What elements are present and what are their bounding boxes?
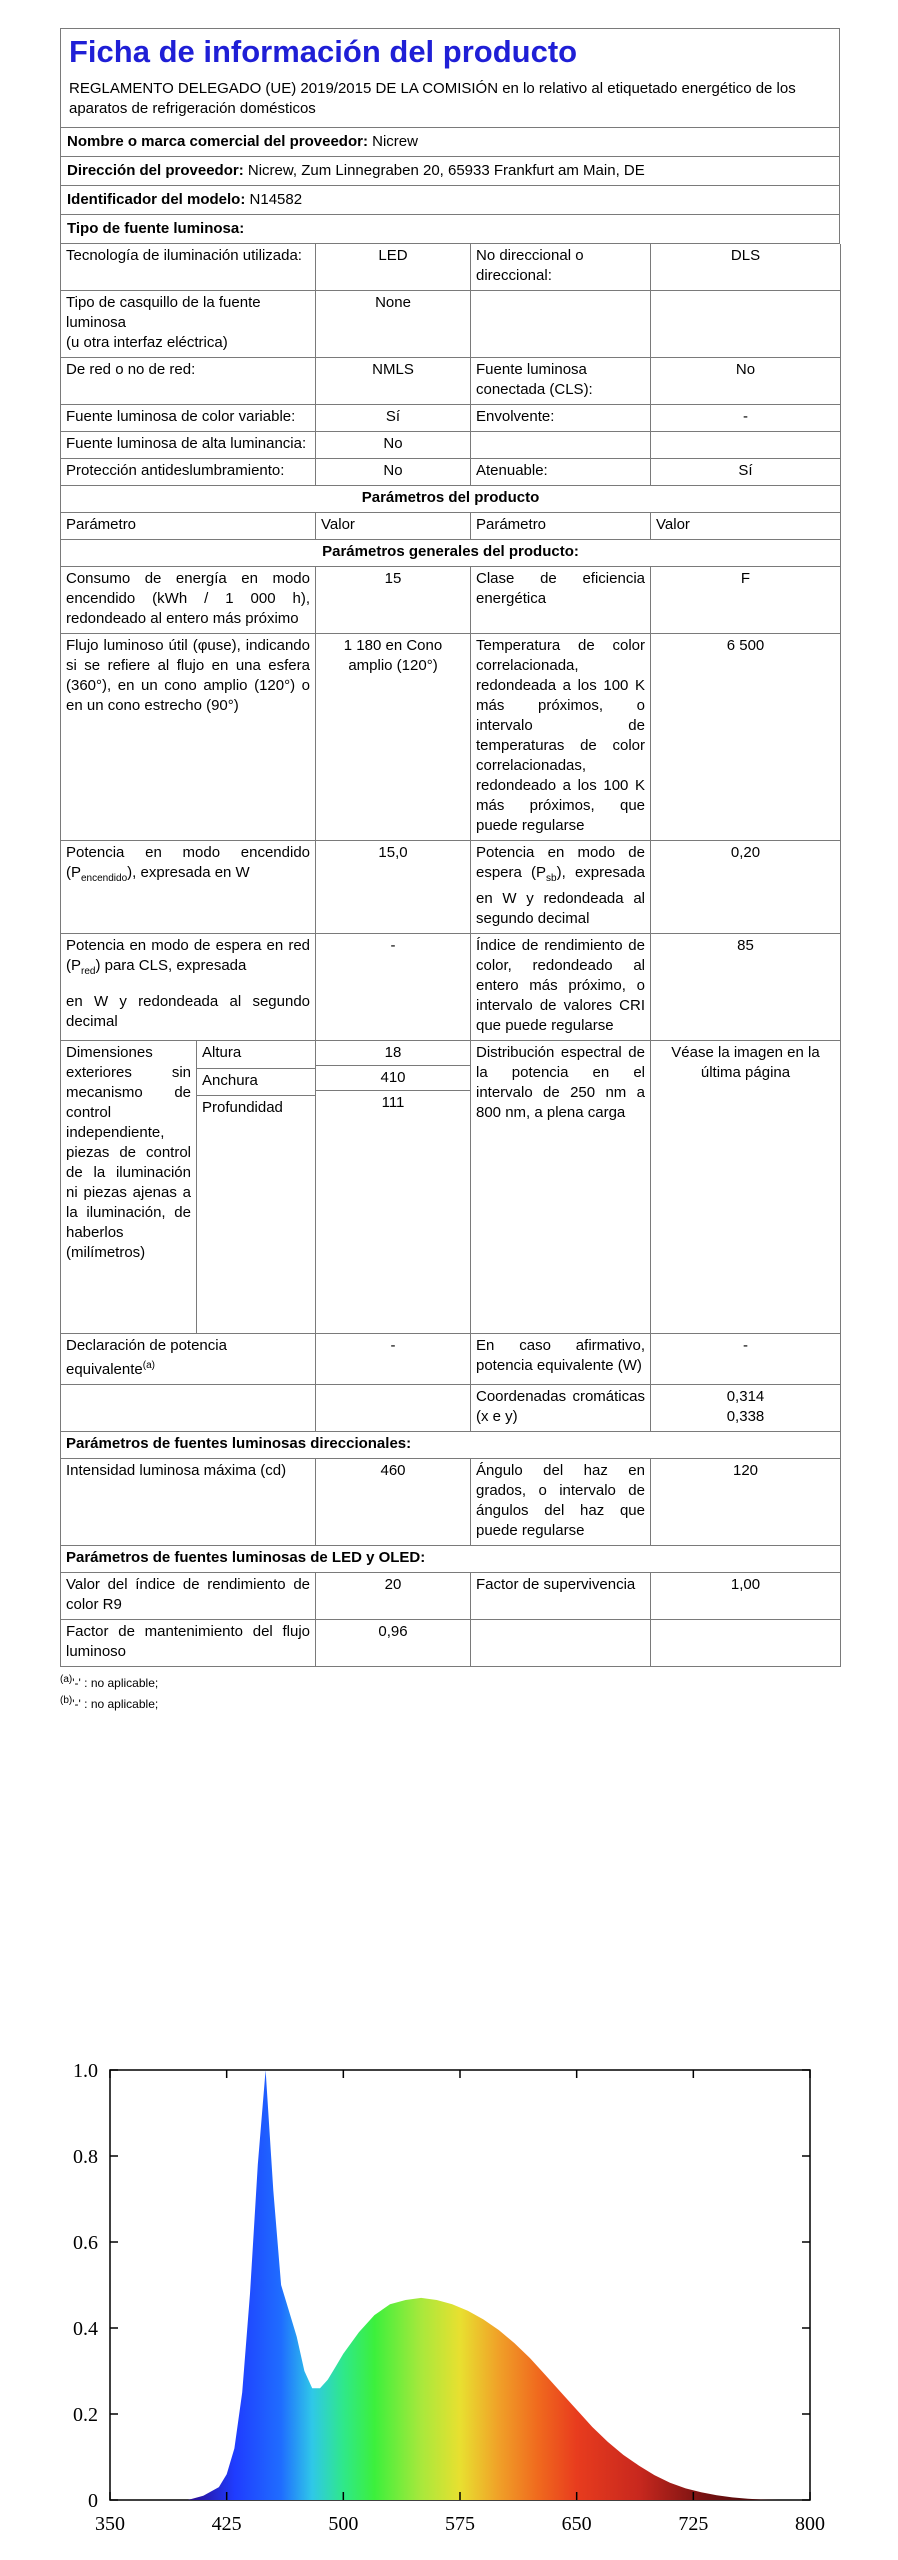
x-tick-label: 800 [795, 2513, 825, 2535]
standby-post: ), expresada en W y redondeada al segundo decimal [476, 864, 645, 928]
net-standby-post2: en W y redondeada al segundo decimal [66, 993, 310, 1031]
y-tick-label: 0.6 [73, 2232, 98, 2254]
y-tick-label: 0.8 [73, 2146, 98, 2168]
value-cell: 120 [651, 1459, 841, 1546]
directional-heading: Parámetros de fuentes luminosas direccionales: [61, 1432, 841, 1459]
label-cell: Consumo de energía en modo encendido (kWh / 1 000 h), redondeado al entero más próximo [61, 567, 316, 634]
y-tick-label: 1.0 [73, 2060, 98, 2082]
label-cell: Valor del índice de rendimiento de color R9 [61, 1573, 316, 1620]
label-cell: Protección antideslumbramiento: [61, 459, 316, 486]
dim-value-height: 18 [316, 1041, 470, 1066]
params-heading: Parámetros del producto [61, 486, 841, 513]
label-cell: Intensidad luminosa máxima (cd) [61, 1459, 316, 1546]
led-row-r9 [61, 1573, 841, 1620]
label-cell: Ángulo del haz en grados, o intervalo de ángulos del haz que puede regularse [471, 1459, 651, 1546]
value-cell: None [316, 291, 471, 358]
net-standby-pre: Potencia en modo de espera en red (P [66, 937, 310, 975]
x-tick-label: 425 [211, 2513, 242, 2535]
directional-row [61, 1459, 841, 1546]
label-cell: Flujo luminoso útil (φuse), indicando si se refiere al flujo en una esfera (360°), en un cono amplio (120°) o en un cono estrecho (90°) [61, 634, 316, 841]
led-heading-row [61, 1546, 841, 1573]
value-cell: No [316, 459, 471, 486]
general-row-equivalent [61, 1334, 841, 1385]
column-header-row [61, 513, 841, 540]
equiv-label [61, 1334, 316, 1385]
dimensions-table [61, 1041, 315, 1333]
equiv-sup: (a) [142, 1360, 155, 1372]
col-param-header: Parámetro [471, 513, 651, 540]
footnote-b [60, 1692, 840, 1713]
general-row-energy [61, 567, 841, 634]
value-cell: NMLS [316, 358, 471, 405]
light-row-glare [61, 459, 841, 486]
dim-value-width: 410 [316, 1066, 470, 1091]
value-cell [651, 291, 841, 358]
label-cell [471, 291, 651, 358]
label-cell: Atenuable: [471, 459, 651, 486]
value-cell: No [316, 432, 471, 459]
label-cell: Clase de eficiencia energética [471, 567, 651, 634]
y-tick-label: 0.2 [73, 2404, 98, 2426]
led-row-maintenance [61, 1620, 841, 1667]
light-type-heading-text: Tipo de fuente luminosa: [67, 220, 245, 238]
address-value: Nicrew, Zum Linnegraben 20, 65933 Frankfurt am Main, DE [247, 162, 645, 180]
x-tick-label: 500 [328, 2513, 359, 2535]
spectral-chart-svg [0, 2050, 898, 2560]
value-cell: 460 [316, 1459, 471, 1546]
footnotes [60, 1667, 840, 1713]
empty-cell [316, 1385, 471, 1432]
power-on-sub: encendido [81, 873, 128, 885]
model-value: N14582 [249, 191, 303, 209]
label-cell: De red o no de red: [61, 358, 316, 405]
page-title: Ficha de información del producto [69, 34, 578, 69]
col-value-header: Valor [651, 513, 841, 540]
label-cell [471, 1620, 651, 1667]
cri-label: Índice de rendimiento de color, redondeado al entero más próximo, o intervalo de valores CRI que puede regularse [471, 934, 651, 1041]
equiv-power-value: - [651, 1334, 841, 1385]
general-row-dimensions [61, 1041, 841, 1334]
title-block [60, 28, 840, 128]
light-row-cap [61, 291, 841, 358]
power-on-value: 15,0 [316, 841, 471, 934]
label-cell: Factor de supervivencia [471, 1573, 651, 1620]
label-cell: Fuente luminosa conectada (CLS): [471, 358, 651, 405]
dim-name-depth: Profundidad [202, 1099, 283, 1117]
label-cell: Temperatura de color correlacionada, redondeada a los 100 K más próximos, o intervalo de temperaturas de color correlacionadas, redondeado a los 100 K más próximos, que puede regularse [471, 634, 651, 841]
address-row [60, 157, 840, 186]
spec-table [60, 244, 841, 1667]
value-cell: Sí [651, 459, 841, 486]
y-tick-label: 0 [88, 2490, 98, 2512]
light-type-heading [60, 215, 840, 244]
value-cell: 0,96 [316, 1620, 471, 1667]
x-tick-label: 725 [678, 2513, 709, 2535]
cap-label: Tipo de casquillo de la fuente luminosa [66, 294, 261, 332]
general-row-flux [61, 634, 841, 841]
cap-label-note: (u otra interfaz eléctrica) [66, 334, 228, 352]
chroma-y: 0,338 [726, 1408, 765, 1426]
value-cell: - [651, 405, 841, 432]
value-cell [651, 1620, 841, 1667]
net-standby-value: - [316, 934, 471, 1041]
value-cell: DLS [651, 244, 841, 291]
footnote-b-text: '-' : no aplicable; [72, 1697, 159, 1712]
label-cell: Fuente luminosa de alta luminancia: [61, 432, 316, 459]
footnote-a-text: '-' : no aplicable; [72, 1676, 159, 1691]
label-cell: Fuente luminosa de color variable: [61, 405, 316, 432]
supplier-row [60, 128, 840, 157]
dim-value-depth: 111 [381, 1094, 405, 1112]
footnote-b-sup: (b) [60, 1695, 73, 1707]
x-tick-label: 650 [561, 2513, 592, 2535]
led-heading: Parámetros de fuentes luminosas de LED y OLED: [61, 1546, 841, 1573]
label-cell: Envolvente: [471, 405, 651, 432]
standby-label [471, 841, 651, 934]
light-row-colour [61, 405, 841, 432]
cri-value: 85 [651, 934, 841, 1041]
label-cell [61, 291, 316, 358]
params-heading-row [61, 486, 841, 513]
value-cell: 6 500 [651, 634, 841, 841]
label-cell: No direccional o direccional: [471, 244, 651, 291]
supplier-value: Nicrew [372, 133, 418, 151]
standby-pre: Potencia en modo de espera (P [476, 844, 645, 882]
value-cell [651, 432, 841, 459]
dimensions-label: Dimensiones exteriores sin mecanismo de control independiente, piezas de control de la iluminación ni piezas ajenas a la iluminación, de haberlos (milímetros) [61, 1041, 197, 1333]
equiv-label-text: Declaración de potencia equivalente [66, 1337, 227, 1379]
value-cell: 1 180 en Cono amplio (120°) [316, 634, 471, 841]
dim-name-height: Altura [197, 1041, 316, 1068]
product-info-sheet [60, 28, 840, 1713]
general-row-chroma [61, 1385, 841, 1432]
general-row-power [61, 841, 841, 934]
label-cell: Tecnología de iluminación utilizada: [61, 244, 316, 291]
value-cell: No [651, 358, 841, 405]
chroma-x: 0,314 [726, 1388, 765, 1406]
value-cell: 20 [316, 1573, 471, 1620]
equiv-power-label: En caso afirmativo, potencia equivalente (W) [471, 1334, 651, 1385]
power-on-post: ), expresada en W [127, 864, 250, 882]
standby-value: 0,20 [651, 841, 841, 934]
dimensions-cell [61, 1041, 316, 1334]
model-label: Identificador del modelo: [67, 191, 246, 209]
spectral-label: Distribución espectral de la potencia en el intervalo de 250 nm a 800 nm, a plena carga [471, 1041, 651, 1334]
label-cell: Factor de mantenimiento del flujo luminoso [61, 1620, 316, 1667]
supplier-label: Nombre o marca comercial del proveedor: [67, 133, 368, 151]
net-standby-sub: red [81, 966, 96, 978]
model-row [60, 186, 840, 215]
regulation-subtitle: REGLAMENTO DELEGADO (UE) 2019/2015 DE LA COMISIÓN en lo relativo al etiquetado energético de los aparatos de refrigeración domésticos [69, 80, 796, 118]
general-heading: Parámetros generales del producto: [61, 540, 841, 567]
chroma-label: Coordenadas cromáticas (x e y) [471, 1385, 651, 1432]
light-row-mains [61, 358, 841, 405]
equiv-value: - [316, 1334, 471, 1385]
footnote-a-sup: (a) [60, 1674, 73, 1686]
value-cell: LED [316, 244, 471, 291]
spectral-chart [0, 2050, 898, 2560]
value-cell: Sí [316, 405, 471, 432]
dimensions-values-cell [316, 1041, 471, 1334]
net-standby-post: ) para CLS, expresada [95, 957, 247, 975]
spectral-value: Véase la imagen en la última página [651, 1041, 841, 1334]
label-cell [471, 432, 651, 459]
directional-heading-row [61, 1432, 841, 1459]
address-label: Dirección del proveedor: [67, 162, 244, 180]
value-cell: 1,00 [651, 1573, 841, 1620]
general-heading-row [61, 540, 841, 567]
empty-cell [61, 1385, 316, 1432]
col-value-header: Valor [316, 513, 471, 540]
light-row-technology [61, 244, 841, 291]
standby-sub: sb [546, 873, 557, 885]
chroma-values [651, 1385, 841, 1432]
value-cell: F [651, 567, 841, 634]
power-on-pre: Potencia en modo encendido (P [66, 844, 310, 882]
general-row-network-standby [61, 934, 841, 1041]
y-tick-label: 0.4 [73, 2318, 98, 2340]
col-param-header: Parámetro [61, 513, 316, 540]
x-tick-label: 350 [95, 2513, 125, 2535]
net-standby-label [61, 934, 316, 1041]
footnote-a [60, 1671, 840, 1692]
value-cell: 15 [316, 567, 471, 634]
dim-name-width: Anchura [197, 1068, 316, 1096]
light-row-luminance [61, 432, 841, 459]
x-tick-label: 575 [445, 2513, 475, 2535]
power-on-label [61, 841, 316, 934]
